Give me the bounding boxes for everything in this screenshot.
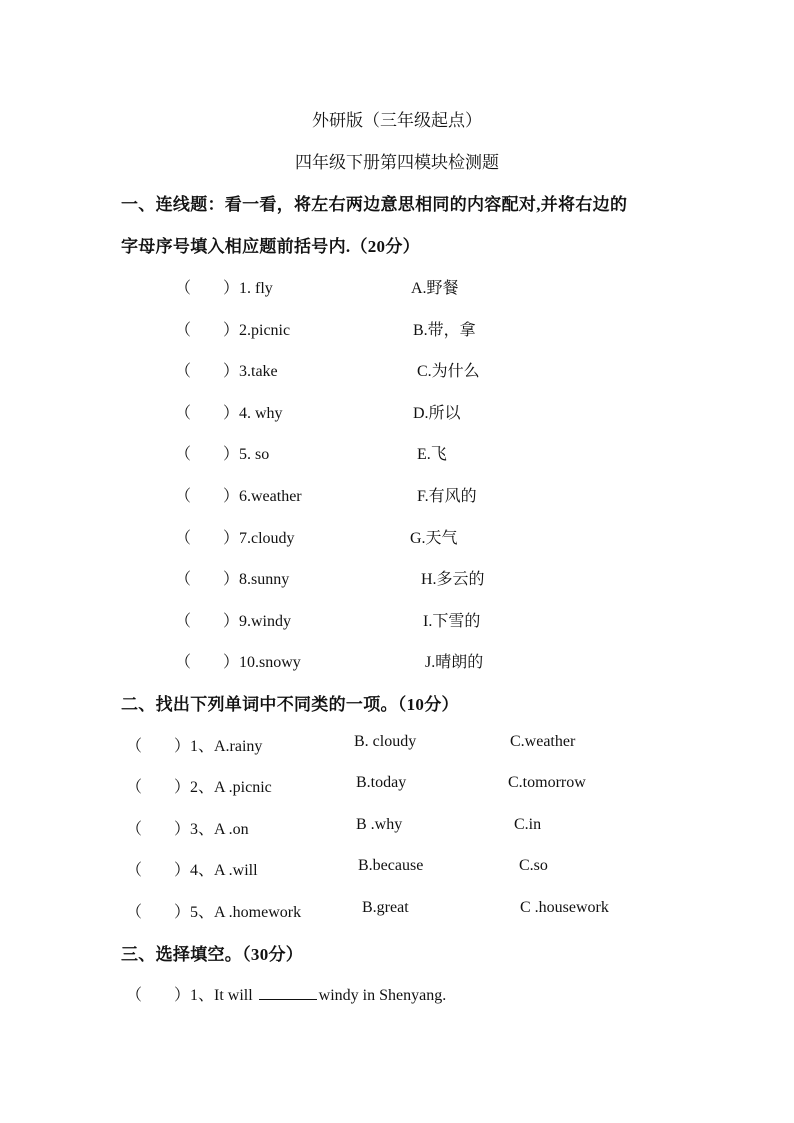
match-item-right: F.有风的 [417,488,477,505]
match-item-right: A.野餐 [411,280,459,297]
odd-one-out-option-c: C.so [519,857,548,874]
odd-one-out-question: （ ）3、A .on [126,821,249,838]
match-item-left: （ ）10.snowy [175,654,301,671]
odd-one-out-option-c: C.tomorrow [508,774,586,791]
odd-one-out-question: （ ）5、A .homework [126,904,302,921]
question-prefix: （ ）1、It will [126,987,257,1004]
section3-heading: 三、选择填空。（30分） [121,945,304,964]
document-title: 外研版（三年级起点） [312,111,482,130]
match-item-left: （ ）5. so [175,446,270,463]
match-item-left: （ ）8.sunny [175,571,290,588]
question-suffix: windy in Shenyang. [318,987,447,1004]
match-item-right: D.所以 [413,405,461,422]
odd-one-out-question: （ ）1、A.rainy [126,738,263,755]
odd-one-out-option-c: C .housework [520,899,609,916]
match-item-right: G.天气 [410,530,458,547]
odd-one-out-option-b: B.great [362,899,409,916]
odd-one-out-option-c: C.weather [510,733,576,750]
match-item-left: （ ）1. fly [175,280,273,297]
odd-one-out-option-b: B.today [356,774,407,791]
odd-one-out-option-c: C.in [514,816,542,833]
odd-one-out-option-b: B. cloudy [354,733,417,750]
match-item-right: H.多云的 [421,571,485,588]
match-item-left: （ ）9.windy [175,613,292,630]
odd-one-out-option-b: B .why [356,816,403,833]
section1-heading-line1: 一、连线题：看一看，将左右两边意思相同的内容配对,并将右边的 [121,195,628,214]
match-item-left: （ ）2.picnic [175,322,291,339]
match-item-right: E.飞 [417,446,447,463]
fill-blank-question [126,982,446,1005]
match-item-left: （ ）6.weather [175,488,302,505]
match-item-left: （ ）3.take [175,363,278,380]
section2-heading: 二、找出下列单词中不同类的一项。（10分） [121,695,459,714]
match-item-right: I.下雪的 [423,613,481,630]
odd-one-out-question: （ ）2、A .picnic [126,779,272,796]
match-item-right: C.为什么 [417,363,480,380]
odd-one-out-question: （ ）4、A .will [126,862,258,879]
match-item-right: B.带，拿 [413,322,476,339]
odd-one-out-option-b: B.because [358,857,424,874]
match-item-right: J.晴朗的 [425,654,484,671]
section1-heading-line2: 字母序号填入相应题前括号内.（20分） [121,237,420,256]
match-item-left: （ ）4. why [175,405,283,422]
answer-blank[interactable] [259,985,317,1000]
document-subtitle: 四年级下册第四模块检测题 [295,153,499,172]
match-item-left: （ ）7.cloudy [175,530,295,547]
